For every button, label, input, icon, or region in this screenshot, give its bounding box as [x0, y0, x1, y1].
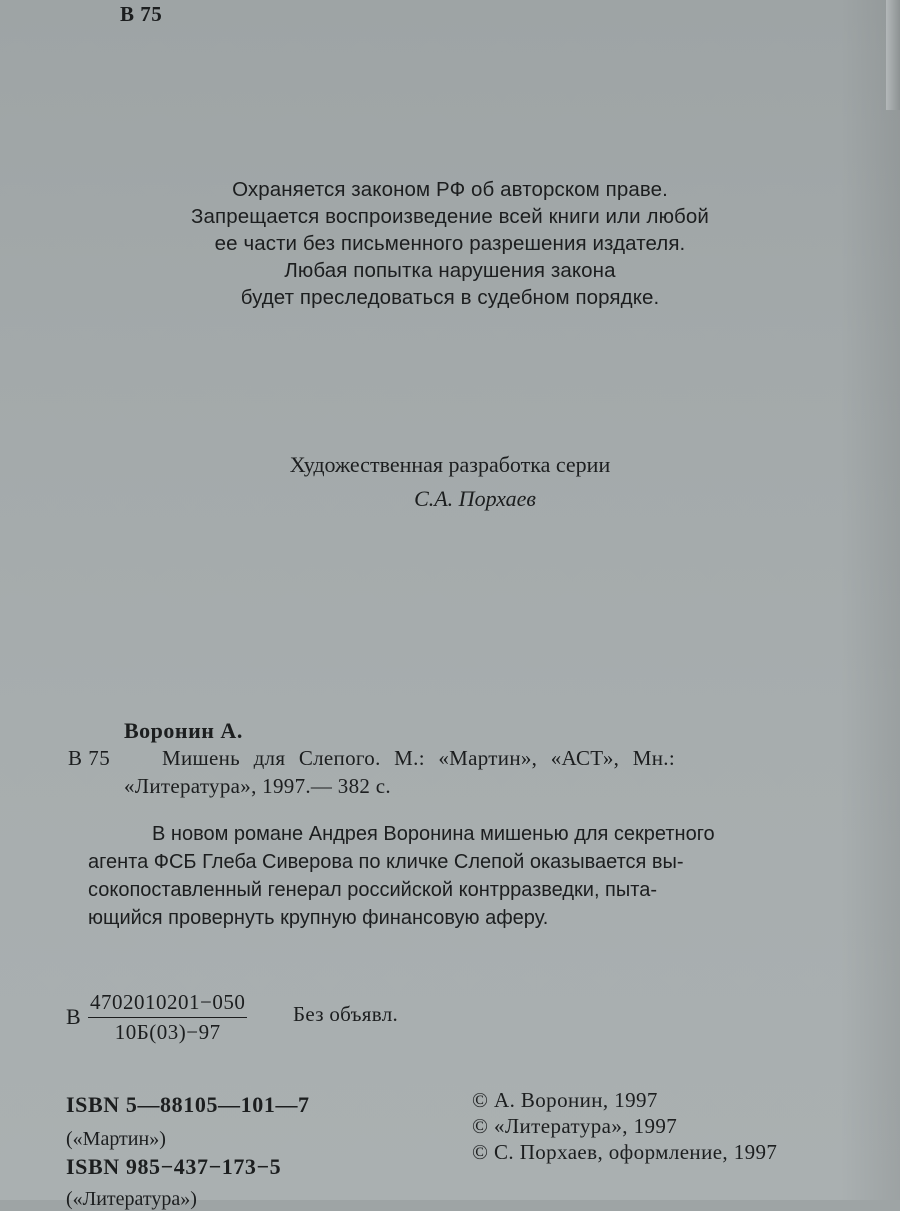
isbn-publisher: («Литература»)	[66, 1188, 197, 1210]
copyright-holder: © А. Воронин, 1997	[472, 1088, 658, 1112]
annotation-line: сокопоставленный генерал российской контрразведки, пыта-	[88, 879, 657, 901]
book-annotation	[88, 820, 848, 932]
series-designer-name: С.А. Порхаев	[414, 486, 536, 511]
copyright-line: Охраняется законом РФ об авторском праве.	[232, 178, 668, 201]
annotation-line: агента ФСБ Глеба Сиверова по кличке Слепой оказывается вы-	[88, 851, 684, 873]
bbk-numerator: 4702010201−050	[88, 990, 247, 1018]
isbn-number: ISBN 5—88105—101—7	[66, 1092, 310, 1117]
index-code-top: В 75	[120, 2, 163, 26]
bbk-note: Без объявл.	[293, 1002, 399, 1026]
catalog-title-line-2: «Литература», 1997.— 382 с.	[124, 774, 391, 798]
copyright-line: будет преследоваться в судебном порядке.	[240, 286, 660, 309]
copyright-holder: © С. Порхаев, оформление, 1997	[472, 1140, 778, 1164]
copyright-line: Запрещается воспроизведение всей книги или любой	[191, 205, 709, 228]
catalog-author: Воронин А.	[124, 718, 243, 743]
catalog-title-line: Мишень для Слепого. М.: «Мартин», «АСТ», Мн.:	[162, 746, 675, 770]
copyright-line: Любая попытка нарушения закона	[284, 259, 616, 282]
bbk-fraction	[88, 990, 247, 1045]
isbn-publisher: («Мартин»)	[66, 1128, 166, 1150]
page-edge	[886, 0, 900, 110]
annotation-line: ющийся провернуть крупную финансовую аферу.	[88, 907, 549, 929]
isbn-number: ISBN 985−437−173−5	[66, 1154, 282, 1179]
annotation-line: В новом романе Андрея Воронина мишенью для секретного	[152, 823, 715, 845]
bbk-denominator: 10Б(03)−97	[114, 1020, 221, 1044]
catalog-index-code: В 75	[68, 746, 111, 770]
series-design-credit	[0, 448, 900, 516]
copyright-line: ее части без письменного разрешения издателя.	[214, 232, 686, 255]
bbk-letter: В	[66, 1004, 81, 1029]
copyright-notice	[0, 176, 900, 311]
series-design-label: Художественная разработка серии	[289, 452, 611, 477]
copyright-holder: © «Литература», 1997	[472, 1114, 678, 1138]
